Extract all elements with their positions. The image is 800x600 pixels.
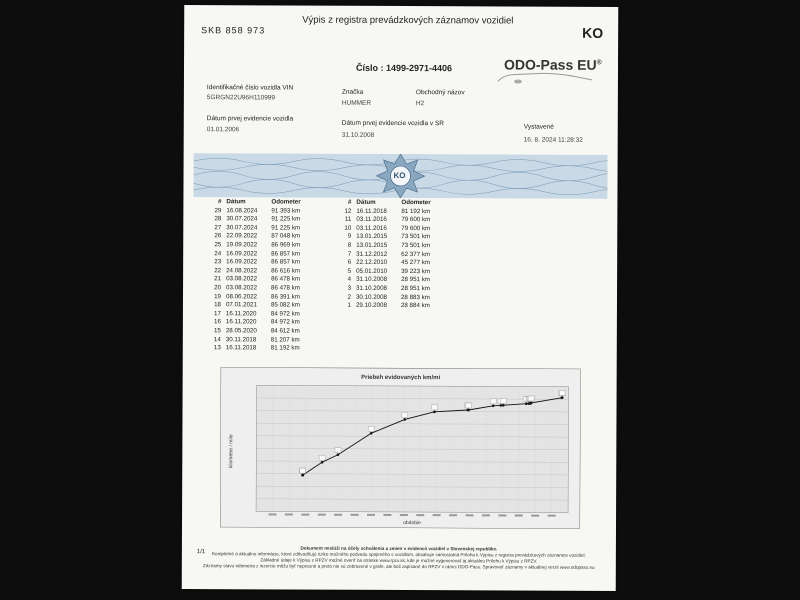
row-date: 05.01.2010	[356, 267, 388, 275]
document-serial: SKB 858 973	[201, 25, 266, 36]
car-logo-icon	[496, 70, 596, 84]
row-number: 2	[347, 293, 352, 301]
row-number: 25	[214, 241, 222, 249]
x-tick-mark	[466, 514, 474, 516]
row-date: 19.09.2022	[226, 241, 258, 249]
row-odometer: 81 192 km	[270, 344, 300, 352]
row-odometer: 73 501 km	[401, 233, 431, 241]
row-number: 7	[347, 250, 352, 258]
row-odometer: 28 883 km	[400, 293, 430, 301]
issued-value: 16. 8. 2024 11:28:32	[523, 136, 583, 144]
data-point-marker	[500, 398, 506, 403]
col-header-odometer: Odometer	[401, 199, 431, 207]
row-odometer: 79 600 km	[401, 224, 431, 232]
data-point-marker	[335, 448, 341, 453]
row-date: 16.08.2024	[226, 206, 258, 214]
row-odometer: 87 048 km	[271, 232, 301, 240]
row-date: 13.01.2015	[356, 233, 388, 241]
row-date: 07.01.2021	[225, 301, 257, 309]
row-number: 5	[347, 267, 352, 275]
col-header-number: #	[347, 198, 352, 206]
data-point	[321, 461, 324, 464]
model-label: Obchodný názov	[415, 89, 465, 97]
row-number: 19	[214, 292, 222, 300]
odometer-chart	[220, 367, 581, 529]
x-tick-mark	[548, 515, 556, 517]
data-point-marker	[528, 396, 534, 401]
x-tick-mark	[318, 514, 326, 516]
first-registration-value: 01.01.2006	[206, 126, 240, 134]
row-odometer: 86 857 km	[271, 250, 301, 258]
row-odometer: 86 969 km	[271, 241, 301, 249]
table-row	[203, 344, 325, 353]
row-odometer: 84 972 km	[270, 318, 300, 326]
row-number: 27	[214, 223, 222, 232]
row-odometer: 84 612 km	[270, 327, 300, 335]
row-odometer: 86 478 km	[271, 275, 301, 283]
vin-label: Identifikačné číslo vozidla VIN	[206, 84, 294, 92]
row-odometer: 28 951 km	[401, 284, 430, 293]
row-date: 22.12.2010	[356, 258, 388, 267]
odometer-table-left	[203, 198, 326, 353]
row-date: 29.10.2008	[355, 301, 387, 310]
row-number: 16	[213, 318, 221, 326]
data-point-marker	[402, 412, 408, 417]
row-number: 18	[214, 301, 221, 309]
make-label: Značka	[341, 88, 364, 96]
make-value: HUMMER	[341, 99, 372, 107]
row-date: 16.11.2018	[225, 344, 257, 352]
row-date: 31.10.2008	[356, 276, 388, 284]
table-body	[333, 207, 455, 311]
footer-line: Dokument neslúži na účely schválenia a zmien v evidencii vozidiel v Slovenskej republike.	[300, 545, 498, 552]
row-number: 22	[214, 266, 222, 274]
row-date: 16.09.2022	[226, 258, 258, 266]
data-point	[403, 418, 406, 421]
row-date: 08.06.2022	[225, 292, 257, 300]
x-tick-mark	[515, 515, 523, 517]
data-point	[492, 404, 495, 407]
chart-xlabel: obdobie	[403, 520, 421, 527]
row-number: 12	[344, 207, 352, 215]
row-number: 3	[347, 284, 352, 292]
row-odometer: 85 082 km	[270, 301, 300, 309]
row-odometer: 81 207 km	[270, 335, 300, 344]
row-number: 1	[347, 301, 351, 309]
document-title: Výpis z registra prevádzkových záznamov vozidiel	[302, 14, 514, 27]
footer-line: Kompletné a aktuálne informácie, ktoré zdôvodňujú riziko možného podvodu spojeného s vozidlom, obsahuje samostatná Príloha k Výpisu z registra prevádzkových záznamov vozidiel.	[211, 551, 586, 558]
row-number: 14	[213, 335, 221, 343]
row-odometer: 91 225 km	[271, 215, 301, 223]
x-tick-mark	[351, 514, 359, 516]
row-date: 16.11.2020	[225, 309, 257, 318]
row-date: 31.10.2008	[356, 284, 388, 292]
x-tick-mark	[416, 514, 424, 516]
row-date: 16.09.2022	[226, 249, 258, 257]
row-odometer: 79 600 km	[401, 216, 431, 224]
row-date: 31.12.2012	[356, 250, 388, 258]
row-date: 13.01.2015	[356, 241, 388, 249]
row-date: 16.11.2020	[225, 318, 257, 326]
row-number: 28	[214, 215, 222, 223]
model-value: H2	[415, 100, 425, 108]
table-row	[333, 302, 455, 311]
row-odometer: 86 616 km	[271, 267, 301, 275]
row-date: 30.07.2024	[226, 224, 258, 232]
row-date: 03.11.2016	[356, 215, 387, 224]
row-number: 13	[213, 344, 221, 352]
row-odometer: 91 225 km	[271, 224, 301, 232]
footer-text	[192, 545, 606, 571]
row-number: 21	[214, 275, 222, 283]
x-tick-mark	[367, 514, 375, 516]
row-odometer: 62 377 km	[401, 250, 431, 258]
row-date: 03.08.2022	[226, 284, 258, 292]
row-date: 30.10.2008	[355, 293, 387, 301]
chart-ylabel: kilometre / míle	[228, 434, 235, 469]
data-point	[530, 402, 533, 405]
row-number: 10	[344, 224, 352, 232]
row-date: 24.08.2022	[226, 266, 258, 275]
issued-label: Vystavené	[523, 123, 554, 131]
data-point	[370, 432, 373, 435]
x-tick-mark	[400, 514, 408, 516]
row-number: 4	[347, 276, 352, 284]
row-number: 11	[344, 215, 352, 223]
page-number: 1/1	[196, 549, 206, 556]
footer-line: Základné údaje k Výpisu z RPZV možné overiť na stránke www.rpzv.sk, kde je možné vygenerovať aj aktuálnu Prílohu k Výpisu z RPZV.	[260, 557, 538, 564]
row-number: 9	[347, 233, 352, 241]
data-point	[502, 404, 505, 407]
row-date: 22.09.2022	[226, 232, 258, 240]
row-date: 30.07.2024	[226, 215, 258, 223]
x-tick-mark	[449, 514, 457, 516]
data-point-marker	[466, 403, 472, 408]
x-tick-mark	[383, 514, 391, 516]
data-point-marker	[490, 399, 496, 404]
x-tick-mark	[531, 515, 539, 517]
row-number: 20	[214, 284, 222, 292]
row-date: 03.11.2016	[356, 224, 387, 232]
footer-line: Záznamy stavu odometra z inzercie môžu byť nepresné a preto nie sú zobrazené v grafe, ale boli zapísané do RPZV v rámci ODO-Pass. Spravovať záznamy v aktuálnej verzii www.odopass.eu	[203, 563, 595, 570]
data-point	[561, 396, 564, 399]
x-tick-mark	[334, 514, 342, 516]
row-odometer: 39 223 km	[401, 267, 431, 275]
row-number: 26	[214, 232, 222, 240]
data-point-marker	[300, 468, 306, 473]
row-number: 6	[347, 258, 352, 266]
data-point	[525, 402, 528, 405]
x-tick-mark	[433, 514, 441, 516]
row-date: 30.11.2018	[225, 335, 257, 343]
row-odometer: 86 391 km	[270, 292, 300, 301]
row-number: 15	[213, 327, 221, 335]
data-point-marker	[368, 426, 374, 431]
document-number: Číslo : 1499-2971-4406	[355, 62, 453, 74]
x-tick-mark	[301, 514, 309, 516]
row-odometer: 84 972 km	[270, 310, 300, 318]
row-odometer: 81 192 km	[401, 207, 431, 215]
x-tick-mark	[482, 514, 490, 516]
row-number: 29	[214, 206, 222, 214]
row-odometer: 86 857 km	[271, 258, 301, 266]
row-number: 17	[214, 309, 221, 317]
data-point-marker	[559, 391, 565, 396]
registered-mark: ®	[596, 59, 602, 67]
first-registration-label: Dátum prvej evidencie vozidla	[206, 115, 294, 123]
row-odometer: 28 951 km	[401, 276, 431, 284]
data-point	[433, 411, 436, 414]
first-registration-sr-label: Dátum prvej evidencie vozidla v SR	[341, 119, 445, 128]
row-date: 16.11.2018	[356, 207, 387, 215]
table-body	[203, 207, 326, 354]
chart-title: Priebeh evidovaných km/mi	[361, 374, 441, 382]
data-point	[500, 404, 503, 407]
row-odometer: 73 501 km	[401, 241, 431, 250]
data-point	[301, 474, 304, 477]
row-odometer: 86 478 km	[271, 284, 300, 292]
document-page	[182, 5, 619, 591]
odometer-table-right	[333, 199, 455, 311]
data-point-marker	[319, 455, 325, 460]
row-date: 03.08.2022	[226, 275, 258, 283]
x-tick-mark	[285, 513, 293, 515]
x-tick-mark	[268, 513, 276, 515]
x-tick-mark	[498, 514, 506, 516]
row-odometer: 28 884 km	[400, 302, 430, 310]
seal-text: KO	[393, 170, 406, 181]
row-date: 28.05.2020	[225, 327, 257, 335]
vin-value: 5GRGN22U96H110999	[206, 94, 276, 102]
row-number: 23	[214, 258, 222, 266]
odopass-logo-text: ODO-Pass EU	[503, 56, 597, 73]
col-header-odometer: Odometer	[271, 198, 301, 206]
col-header-number: #	[217, 198, 222, 206]
row-number: 8	[347, 241, 352, 249]
row-number: 24	[214, 249, 222, 257]
data-point	[337, 453, 340, 456]
data-point	[467, 409, 470, 412]
first-registration-sr-value: 31.10.2008	[341, 131, 375, 139]
col-header-date: Dátum	[226, 198, 246, 206]
col-header-date: Dátum	[356, 198, 376, 206]
row-odometer: 91 393 km	[271, 207, 301, 215]
row-odometer: 45 277 km	[401, 259, 431, 267]
ko-mark: KO	[582, 24, 604, 41]
data-point-marker	[432, 405, 438, 410]
